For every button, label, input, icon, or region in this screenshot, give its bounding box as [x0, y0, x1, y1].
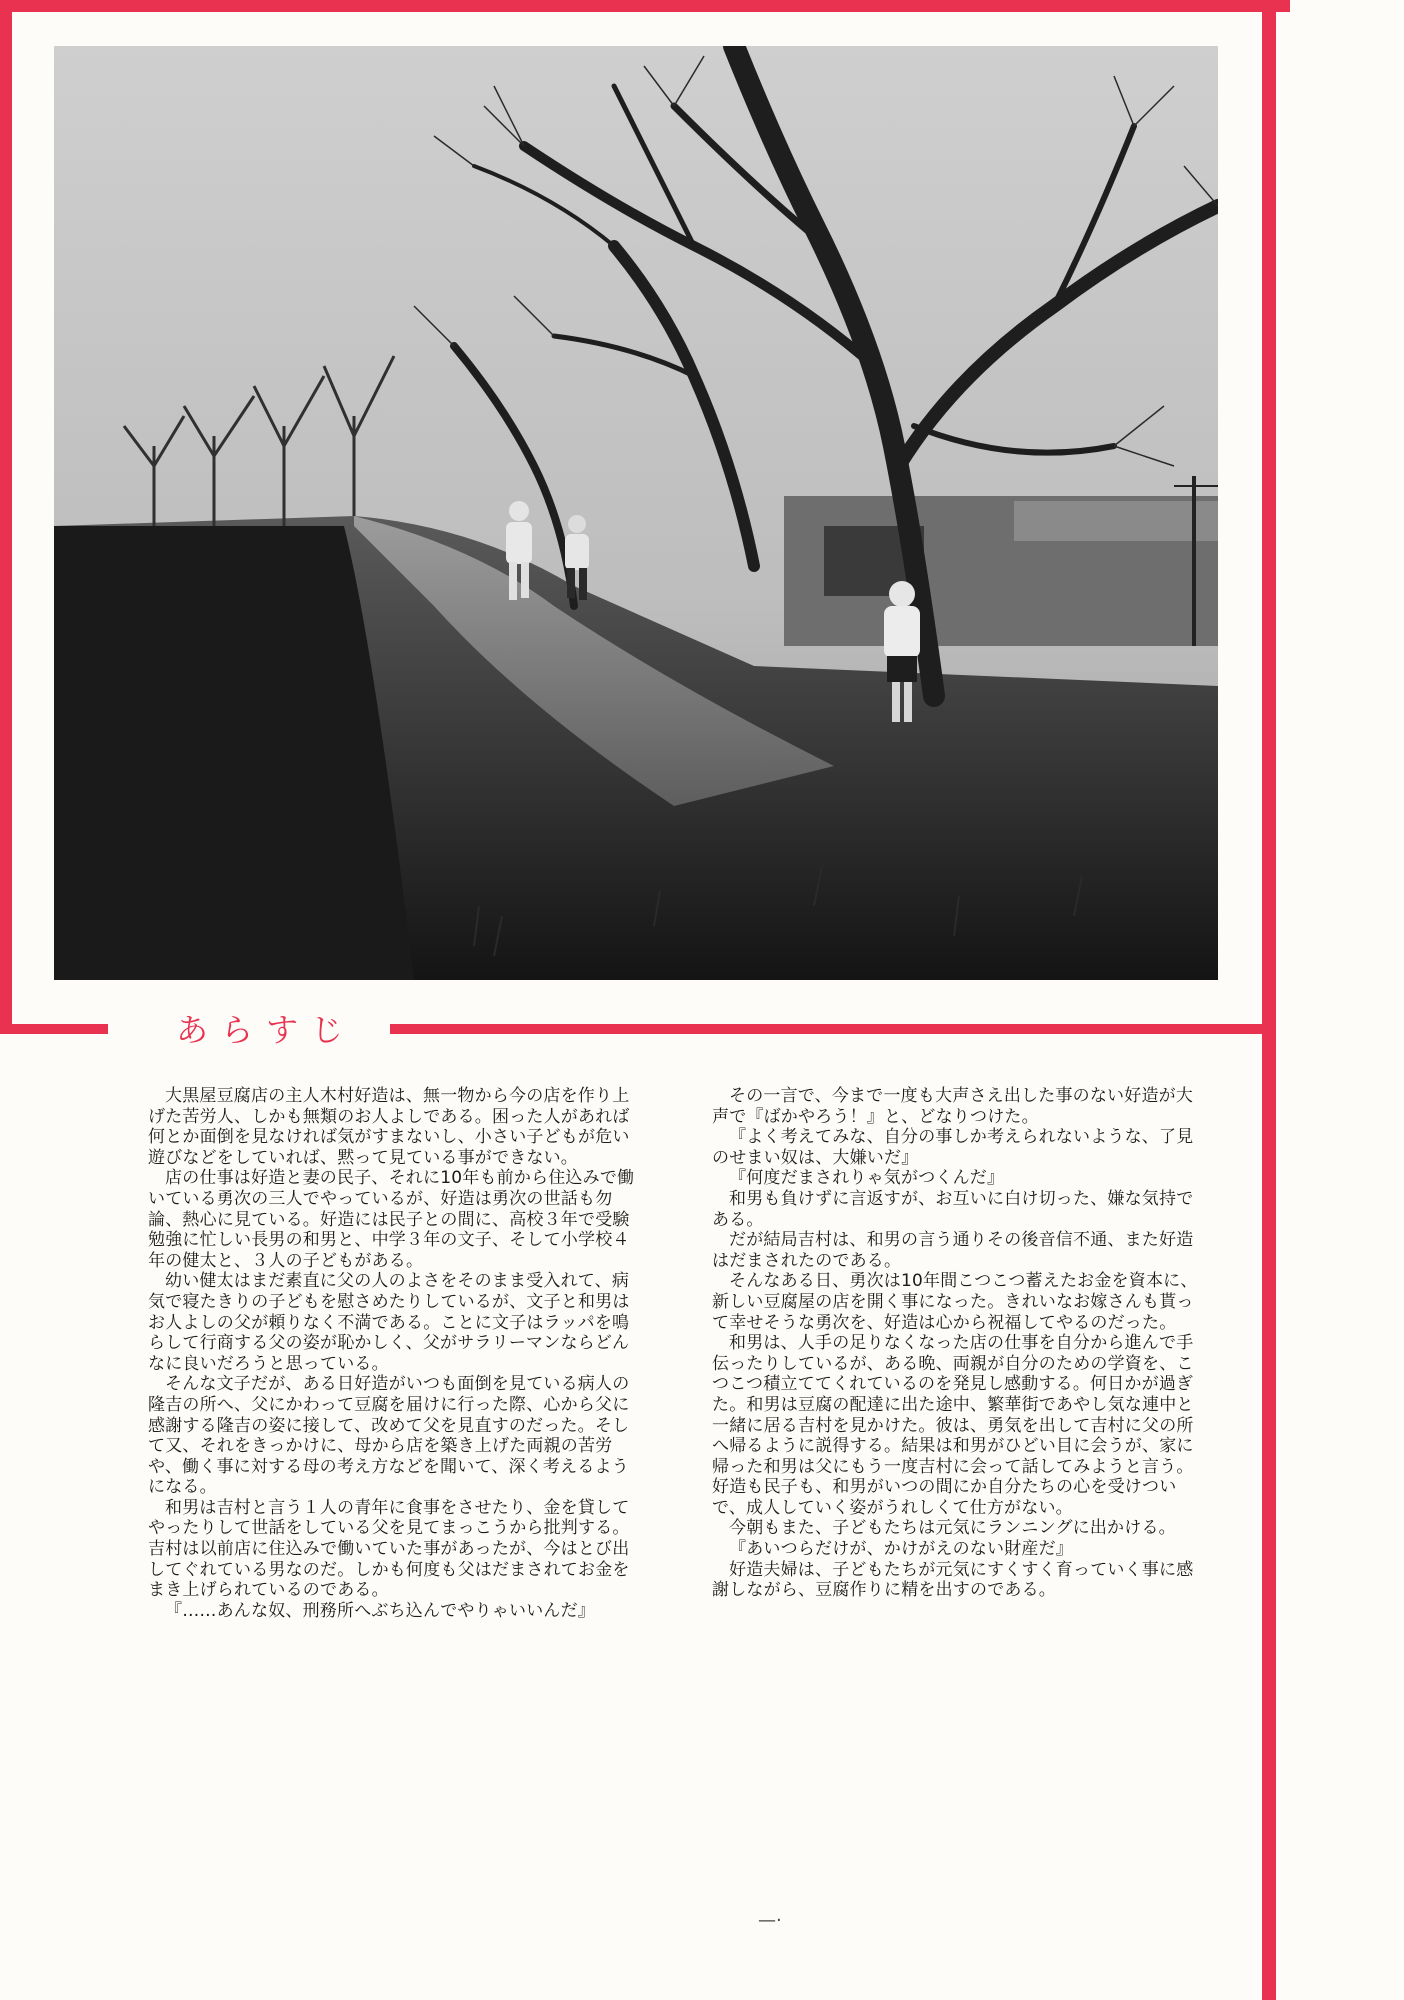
paragraph: そんな文子だが、ある日好造がいつも面倒を見ている病人の隆吉の所へ、父にかわって豆腐を届けに行った際、心から父に感謝する隆吉の姿に接して、改めて父を見直すのだった。そして又、それをきっかけに、母から店を築き上げた両親の苦労や、働く事に対する母の考え方などを聞いて、深く考えるようになる。	[148, 1374, 630, 1498]
red-frame-left	[0, 0, 12, 1024]
paragraph: 今朝もまた、子どもたちは元気にランニングに出かける。	[729, 1518, 1176, 1539]
paragraph: 和男も負けずに言返すが、お互いに白け切った、嫌な気持である。	[712, 1188, 1194, 1230]
paragraph: 和男は、人手の足りなくなった店の仕事を自分から進んで手伝ったりしているが、ある晩、両親が自分のための学資を、こつこつ積立ててくれているのを発見し感動する。何日かが過ぎた。和男は豆腐の配達に出た途中、繁華街であやし気な連中と一緒に居る吉村を見かけた。彼は、勇気を出して吉村に父の所へ帰るように説得する。結果は和男がひどい目に会うが、家に帰った和男は父にもう一度吉村に会って話してみようと言う。好造も民子も、和男がいつの間にか自分たちの心を受けついで、成人していく姿がうれしくて仕方がない。	[712, 1333, 1194, 1518]
film-still-photo	[54, 46, 1218, 980]
paragraph: 幼い健太はまだ素直に父の人のよさをそのまま受入れて、病気で寝たきりの子どもを慰さめたりしているが、文子と和男はお人よしの父が頼りなく不満である。ことに文子はラッパを鳴らして行商する父の姿が恥かしく、父がサラリーマンならどんなに良いだろうと思っている。	[148, 1271, 630, 1374]
dialogue-line: 『何度だまされりゃ気がつくんだ』	[729, 1168, 1005, 1189]
paragraph: 店の仕事は好造と妻の民子、それに10年も前から住込みで働いている勇次の三人でやっているが、好造は勇次の世話も勿論、熱心に見ている。好造には民子との間に、高校３年で受験勉強に忙しい長男の和男と、中学３年の文子、そして小学校４年の健太と、３人の子どもがある。	[148, 1168, 635, 1271]
red-frame-divider-left	[0, 1024, 108, 1034]
dialogue-line: 『あいつらだけが、かけがえのない財産だ』	[729, 1539, 1073, 1560]
section-heading: あらすじ	[176, 1011, 357, 1049]
dialogue-line: 『よく考えてみな、自分の事しか考えられないような、了見のせまい奴は、大嫌いだ』	[712, 1127, 1194, 1168]
page-number-mark: —·	[758, 1910, 782, 1931]
dialogue-line: 『……あんな奴、刑務所へぶち込んでやりゃいいんだ』	[165, 1600, 595, 1621]
photo-illustration	[54, 46, 1218, 980]
paragraph: 好造夫婦は、子どもたちが元気にすくすく育っていく事に感謝しながら、豆腐作りに精を出すのである。	[712, 1559, 1194, 1601]
red-frame-right	[1262, 0, 1276, 2000]
paragraph: 大黒屋豆腐店の主人木村好造は、無一物から今の店を作り上げた苦労人、しかも無類のお人よしである。困った人があれば何とか面倒を見なければ気がすまないし、小さい子どもが危い遊びなどをしていれば、黙って見ている事ができない。	[148, 1086, 630, 1168]
red-frame-divider-right	[390, 1024, 1276, 1034]
red-frame-top	[0, 0, 1290, 12]
synopsis-right-column	[712, 1086, 1202, 1601]
paragraph: 和男は吉村と言う１人の青年に食事をさせたり、金を貸してやったりして世話をしている父を見てまっこうから批判する。吉村は以前店に住込みで働いていた事があったが、今はとび出してぐれている男なのだ。しかも何度も父はだまされてお金をまき上げられているのである。	[148, 1497, 630, 1601]
paragraph: その一言で、今まで一度も大声さえ出した事のない好造が大声で『ばかやろう！』と、どなりつけた。	[712, 1086, 1194, 1127]
synopsis-left-column	[148, 1086, 640, 1621]
paragraph: だが結局吉村は、和男の言う通りその後音信不通、また好造はだまされたのである。	[712, 1230, 1194, 1271]
paragraph: そんなある日、勇次は10年間こつこつ蓄えたお金を資本に、新しい豆腐屋の店を開く事になった。きれいなお嫁さんも貰って幸せそうな勇次を、好造は心から祝福してやるのだった。	[712, 1271, 1198, 1333]
